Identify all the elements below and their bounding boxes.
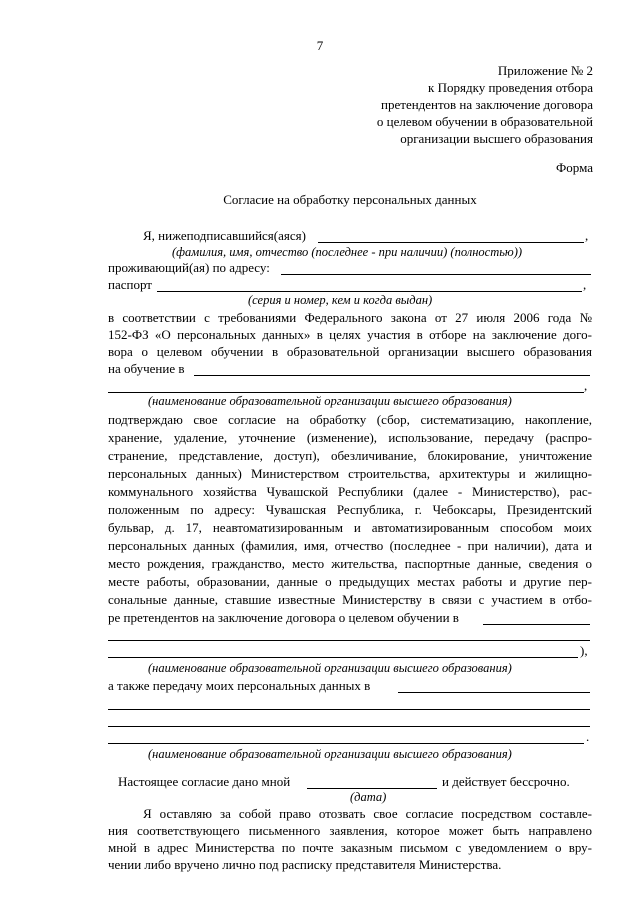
transfer-org-field-3[interactable] [108, 726, 590, 727]
body2-line-4: персональных данных) Министерством строительства, архитектуры и жилищно- [108, 466, 592, 481]
passport-label: паспорт [108, 277, 152, 292]
transfer-period: . [586, 729, 590, 744]
appendix-line-3: претендентов на заключение договора [381, 97, 593, 112]
body1-line-1: в соответствии с требованиями Федерального закона от 27 июля 2006 года № [108, 310, 592, 325]
purpose-org-field-3[interactable] [108, 657, 578, 658]
signer-label: Я, нижеподписавшийся(аяся) [143, 228, 306, 243]
purpose-org-end: ), [580, 643, 588, 658]
body2-line-8: персональных данных (фамилия, имя, отчество (последнее - при наличии), дата и [108, 538, 592, 553]
signer-hint: (фамилия, имя, отчество (последнее - при наличии) (полностью)) [172, 245, 523, 259]
body2-line-7: бульвар, д. 17, неавтоматизированным и автоматизированным способом моих [108, 520, 592, 535]
body2-line-12: ре претендентов на заключение договора о целевом обучении в [108, 610, 459, 625]
final-line-4: чении либо вручено лично под расписку представителя Министерства. [108, 857, 502, 872]
final-line-1: Я оставляю за собой право отозвать свое согласие посредством составле- [143, 806, 592, 821]
body2-line-5: коммунального хозяйства Чувашской Республики (далее - Министерство), рас- [108, 484, 592, 499]
study-label: на обучение в [108, 361, 185, 376]
document-title: Согласие на обработку персональных данных [223, 192, 477, 207]
passport-hint: (серия и номер, кем и когда выдан) [248, 293, 433, 307]
transfer-label: а также передачу моих персональных данных в [108, 678, 371, 693]
passport-comma: , [583, 277, 587, 292]
transfer-org-hint: (наименование образовательной организации высшего образования) [148, 747, 512, 761]
form-label: Форма [556, 160, 593, 175]
consent-suffix: и действует бессрочно. [442, 774, 570, 789]
page-number: 7 [316, 38, 324, 53]
appendix-line-2: к Порядку проведения отбора [428, 80, 593, 95]
study-org-comma: , [584, 378, 588, 393]
purpose-org-field-2[interactable] [108, 640, 590, 641]
appendix-line-1: Приложение № 2 [497, 63, 593, 78]
signer-name-field[interactable] [318, 242, 584, 243]
consent-prefix: Настоящее согласие дано мной [118, 774, 291, 789]
final-line-3: мной в адрес Министерства по почте заказным письмом с уведомлением о вру- [108, 840, 592, 855]
study-org-hint: (наименование образовательной организации высшего образования) [148, 394, 512, 408]
consent-date-hint: (дата) [350, 790, 387, 804]
body2-line-9: место рождения, гражданство, место жительства, паспортные данные, сведения о [108, 556, 592, 571]
body2-line-1: подтверждаю свое согласие на обработку (сбор, систематизацию, накопление, [108, 412, 592, 427]
purpose-org-field-1[interactable] [483, 624, 590, 625]
body1-line-2: 152-ФЗ «О персональных данных» в целях участия в отборе на заключение дого- [108, 327, 592, 342]
final-line-2: ния соответствующего письменного заявления, которое может быть направлено [108, 823, 592, 838]
transfer-org-field-2[interactable] [108, 709, 590, 710]
body2-line-11: сональные данные, ставшие известные Министерству в связи с участием в отбо- [108, 592, 592, 607]
address-field[interactable] [281, 274, 591, 275]
body2-line-3: странение, представление, доступ), обезличивание, блокирование, уничтожение [108, 448, 592, 463]
transfer-org-field-1[interactable] [398, 692, 590, 693]
body2-line-10: месте работы, образовании, данные о предыдущих местах работы и другие пер- [108, 574, 592, 589]
appendix-line-5: организации высшего образования [400, 131, 593, 146]
signer-comma: , [585, 228, 589, 243]
transfer-org-field-4[interactable] [108, 743, 584, 744]
body2-line-2: хранение, удаление, уточнение (изменение), использование, передачу (распро- [108, 430, 592, 445]
appendix-line-4: о целевом обучении в образовательной [376, 114, 593, 129]
purpose-org-hint: (наименование образовательной организации высшего образования) [148, 661, 512, 675]
address-label: проживающий(ая) по адресу: [108, 260, 270, 275]
body2-line-6: положенным по адресу: Чувашская Республика, г. Чебоксары, Президентский [108, 502, 592, 517]
study-org-field-1[interactable] [194, 375, 590, 376]
body1-line-3: вора о целевом обучении в образовательной организации высшего образования [108, 344, 592, 359]
